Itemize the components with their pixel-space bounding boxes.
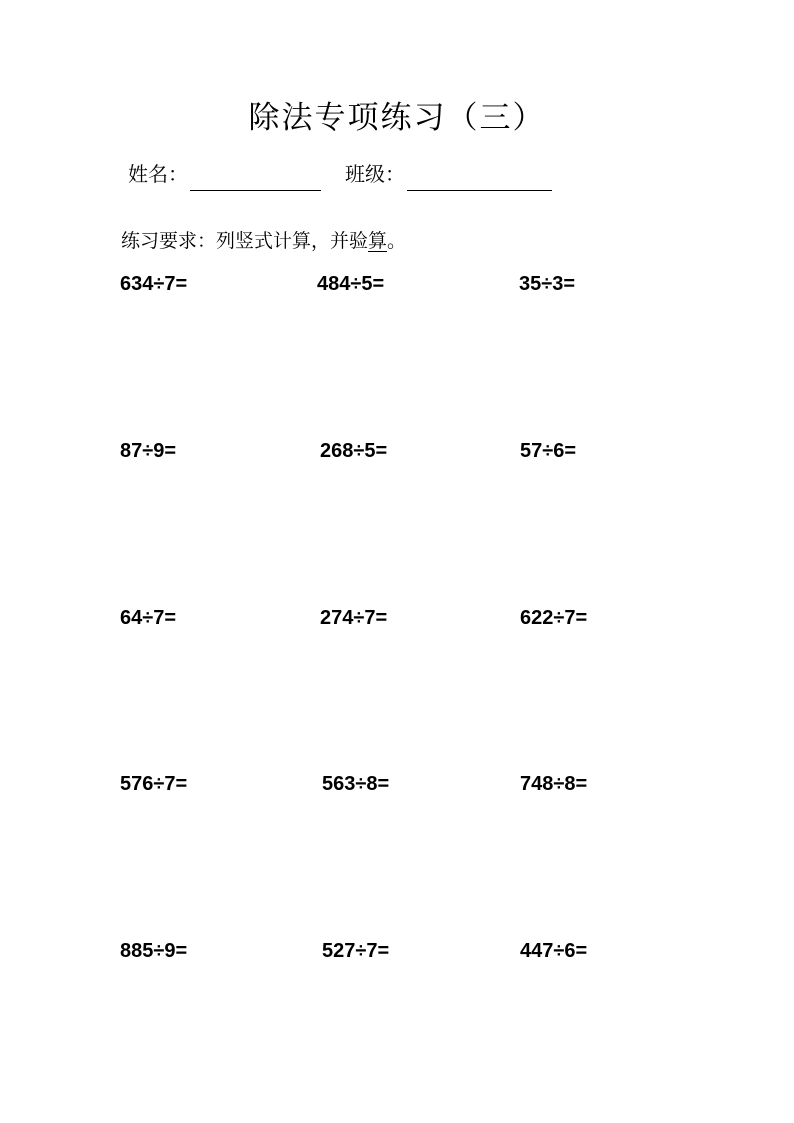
- problem-r5-c3: 447÷6=: [520, 940, 588, 962]
- problem-r1-c3: 35÷3=: [519, 273, 576, 295]
- class-field: [345, 157, 552, 191]
- problem-r3-c1: 64÷7=: [120, 607, 177, 629]
- problem-r4-c2: 563÷8=: [322, 773, 390, 795]
- problem-r1-c2: 484÷5=: [317, 273, 385, 295]
- problem-r5-c2: 527÷7=: [322, 940, 390, 962]
- student-info: [128, 157, 648, 191]
- problem-r2-c3: 57÷6=: [520, 440, 577, 462]
- name-blank-line: [190, 164, 321, 191]
- problem-r1-c1: 634÷7=: [120, 273, 188, 295]
- problem-r3-c3: 622÷7=: [520, 607, 588, 629]
- name-label: 姓名：: [128, 162, 188, 186]
- problem-r5-c1: 885÷9=: [120, 940, 188, 962]
- problem-r3-c2: 274÷7=: [320, 607, 388, 629]
- instruction-prefix: 练习要求：列竖式计算，并验: [121, 230, 369, 252]
- problem-r4-c3: 748÷8=: [520, 773, 588, 795]
- class-label: 班级：: [345, 162, 405, 186]
- class-blank-line: [407, 164, 552, 191]
- instruction: [121, 225, 406, 257]
- worksheet-title: 除法专项练习（三）: [248, 100, 546, 136]
- name-field: [128, 157, 321, 191]
- instruction-suffix: 。: [387, 230, 407, 252]
- problem-r2-c1: 87÷9=: [120, 440, 177, 462]
- problem-r4-c1: 576÷7=: [120, 773, 188, 795]
- problem-r2-c2: 268÷5=: [320, 440, 388, 462]
- instruction-underlined: 算: [368, 230, 388, 252]
